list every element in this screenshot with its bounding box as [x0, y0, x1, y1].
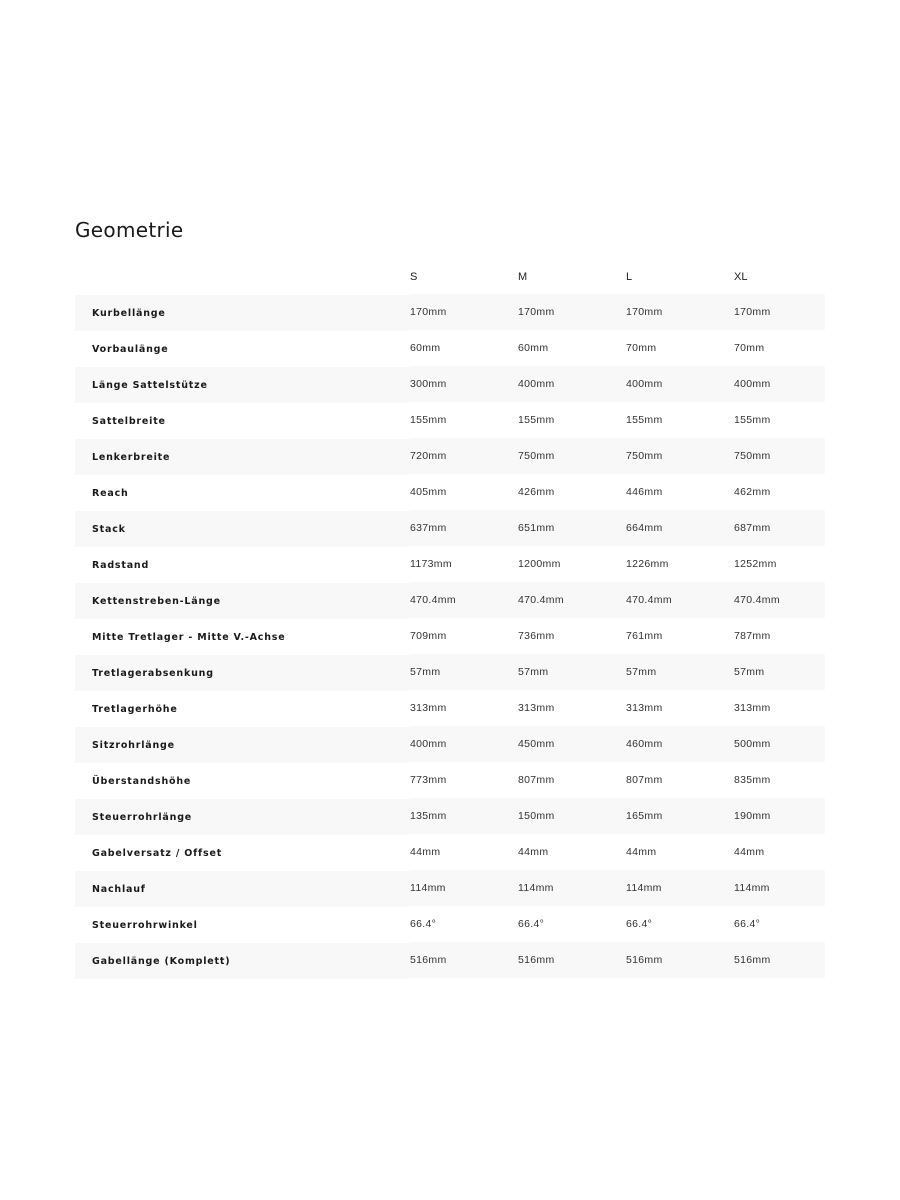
table-row — [75, 655, 825, 691]
table-row — [75, 403, 825, 439]
table-cell-value: 66.4° — [734, 918, 761, 930]
table-cell-value: 170mm — [518, 294, 626, 330]
table-cell-value: 114mm — [734, 870, 825, 906]
row-label: Reach — [92, 487, 129, 499]
table-cell-value: 773mm — [410, 774, 447, 786]
table-cell-value: 313mm — [734, 702, 771, 714]
table-cell-value: 516mm — [734, 942, 825, 978]
table-cell-value: 155mm — [734, 414, 771, 426]
table-row — [75, 943, 825, 979]
table-cell-value: 57mm — [626, 654, 734, 690]
table-row — [75, 727, 825, 763]
row-label: Lenkerbreite — [75, 439, 410, 475]
section-title: Geometrie — [75, 218, 184, 242]
row-label: Überstandshöhe — [92, 775, 192, 787]
table-cell-value: 135mm — [410, 798, 518, 834]
row-label: Tretlagerhöhe — [92, 703, 178, 715]
table-cell-value: 70mm — [734, 342, 765, 354]
table-cell-value: 313mm — [518, 702, 555, 714]
geometry-section — [75, 214, 825, 967]
table-cell-value: 57mm — [734, 654, 825, 690]
table-cell-value: 60mm — [518, 342, 549, 354]
row-label: Stack — [75, 511, 410, 547]
row-label: Sitzrohrlänge — [75, 727, 410, 763]
table-cell-value: 170mm — [734, 294, 825, 330]
row-label: Tretlagerabsenkung — [75, 655, 410, 691]
table-cell-value: 807mm — [518, 774, 555, 786]
row-label: Sattelbreite — [92, 415, 166, 427]
row-label: Kettenstreben-Länge — [75, 583, 410, 619]
table-row — [75, 799, 825, 835]
table-cell-value: 426mm — [518, 486, 555, 498]
table-cell-value: 313mm — [410, 702, 447, 714]
table-cell-value: 44mm — [626, 846, 657, 858]
table-cell-value: 470.4mm — [410, 582, 518, 618]
table-cell-value: 687mm — [734, 510, 825, 546]
table-cell-value: 1226mm — [626, 558, 669, 570]
table-cell-value: 155mm — [626, 414, 663, 426]
table-cell-value: 150mm — [518, 798, 626, 834]
table-cell-value: 57mm — [410, 654, 518, 690]
row-label: Vorbaulänge — [92, 343, 169, 355]
table-cell-value: 170mm — [410, 294, 518, 330]
table-cell-value: 66.4° — [518, 918, 545, 930]
table-cell-value: 709mm — [410, 630, 447, 642]
table-cell-value: 450mm — [518, 726, 626, 762]
table-cell-value: 835mm — [734, 774, 771, 786]
table-cell-value: 651mm — [518, 510, 626, 546]
table-cell-value: 66.4° — [410, 918, 437, 930]
table-cell-value: 1200mm — [518, 558, 561, 570]
row-label: Steuerrohrwinkel — [92, 919, 198, 931]
table-cell-value: 400mm — [734, 366, 825, 402]
row-label: Steuerrohrlänge — [75, 799, 410, 835]
table-cell-value: 400mm — [626, 366, 734, 402]
size-header-s: S — [410, 270, 418, 283]
table-cell-value: 761mm — [626, 630, 663, 642]
table-cell-value: 664mm — [626, 510, 734, 546]
size-header-m: M — [518, 270, 528, 283]
row-label: Mitte Tretlager - Mitte V.-Achse — [92, 631, 286, 643]
geometry-table-body — [75, 295, 825, 979]
table-cell-value: 516mm — [626, 942, 734, 978]
table-row — [75, 691, 825, 727]
table-cell-value: 1173mm — [410, 558, 452, 570]
table-row — [75, 439, 825, 475]
table-row — [75, 763, 825, 799]
table-cell-value: 787mm — [734, 630, 771, 642]
table-cell-value: 807mm — [626, 774, 663, 786]
table-cell-value: 165mm — [626, 798, 734, 834]
table-cell-value: 1252mm — [734, 558, 777, 570]
table-cell-value: 190mm — [734, 798, 825, 834]
table-cell-value: 114mm — [518, 870, 626, 906]
row-label: Radstand — [92, 559, 150, 571]
table-cell-value: 114mm — [410, 870, 518, 906]
row-label: Gabellänge (Komplett) — [75, 943, 410, 979]
table-cell-value: 750mm — [734, 438, 825, 474]
table-cell-value: 400mm — [410, 726, 518, 762]
table-cell-value: 57mm — [518, 654, 626, 690]
table-row — [75, 583, 825, 619]
table-row — [75, 907, 825, 943]
table-cell-value: 44mm — [518, 846, 549, 858]
table-row — [75, 295, 825, 331]
table-row — [75, 367, 825, 403]
table-row — [75, 619, 825, 655]
table-row — [75, 835, 825, 871]
table-row — [75, 511, 825, 547]
size-header-xl: XL — [734, 270, 748, 283]
table-cell-value: 637mm — [410, 510, 518, 546]
table-cell-value: 70mm — [626, 342, 657, 354]
size-header-row — [75, 258, 825, 295]
table-cell-value: 300mm — [410, 366, 518, 402]
table-cell-value: 313mm — [626, 702, 663, 714]
table-row — [75, 331, 825, 367]
table-cell-value: 470.4mm — [734, 582, 825, 618]
table-cell-value: 516mm — [410, 942, 518, 978]
row-label: Kurbellänge — [75, 295, 410, 331]
geometry-table — [75, 258, 825, 979]
table-cell-value: 470.4mm — [626, 582, 734, 618]
table-cell-value: 66.4° — [626, 918, 653, 930]
row-label: Gabelversatz / Offset — [92, 847, 223, 859]
table-cell-value: 405mm — [410, 486, 447, 498]
table-cell-value: 460mm — [626, 726, 734, 762]
table-cell-value: 44mm — [410, 846, 441, 858]
table-cell-value: 446mm — [626, 486, 663, 498]
table-cell-value: 736mm — [518, 630, 555, 642]
table-cell-value: 720mm — [410, 438, 518, 474]
table-cell-value: 155mm — [410, 414, 447, 426]
row-label: Nachlauf — [75, 871, 410, 907]
table-cell-value: 470.4mm — [518, 582, 626, 618]
table-cell-value: 60mm — [410, 342, 441, 354]
table-row — [75, 475, 825, 511]
table-cell-value: 155mm — [518, 414, 555, 426]
table-cell-value: 500mm — [734, 726, 825, 762]
table-cell-value: 114mm — [626, 870, 734, 906]
table-cell-value: 750mm — [626, 438, 734, 474]
table-cell-value: 462mm — [734, 486, 771, 498]
table-cell-value: 170mm — [626, 294, 734, 330]
table-cell-value: 400mm — [518, 366, 626, 402]
label-column-header — [75, 258, 410, 295]
table-cell-value: 750mm — [518, 438, 626, 474]
table-row — [75, 871, 825, 907]
size-header-l: L — [626, 270, 633, 283]
row-label: Länge Sattelstütze — [75, 367, 410, 403]
table-cell-value: 516mm — [518, 942, 626, 978]
table-cell-value: 44mm — [734, 846, 765, 858]
table-row — [75, 547, 825, 583]
